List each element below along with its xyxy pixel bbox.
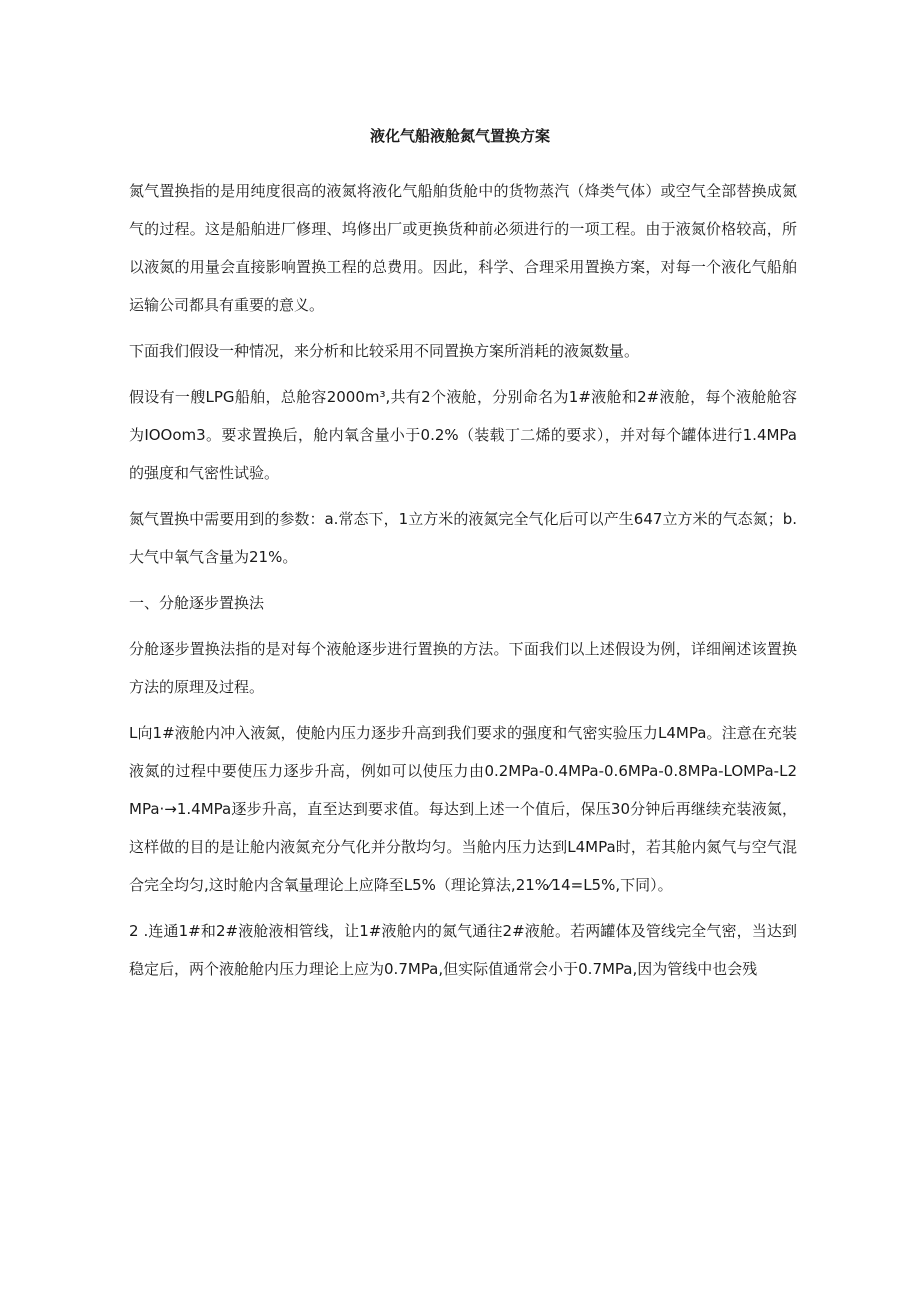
paragraph-intro: 氮气置换指的是用纯度很高的液氮将液化气船舶货舱中的货物蒸汽（烽类气体）或空气全部替换成氮气的过程。这是船舶进厂修理、坞修出厂或更换货种前必须进行的一项工程。由于液氮价格较高，所以液氮的用量会直接影响置换工程的总费用。因此，科学、合理采用置换方案，对每一个液化气船舶运输公司都具有重要的意义。 [129, 182, 797, 314]
paragraph-step-1: L向1#液舱内冲入液氮，使舱内压力逐步升高到我们要求的强度和气密实验压力L4MPa。注意在充装液氮的过程中要使压力逐步升高，例如可以使压力由0.2MPa-0.4MPa-0.6MPa-0.8MPa-LOMPa-L2MPa·→1.4MPa逐步升高，直至达到要求值。每达到上述一个值后，保压30分钟后再继续充装液氮，这样做的目的是让舱内液氮充分气化并分散均匀。当舱内压力达到L4MPa时，若其舱内氮气与空气混合完全均匀,这时舱内含氧量理论上应降至L5%（理论算法,21%⁄14=L5%,下同）。 [129, 724, 797, 894]
paragraph-assumption-lead: 下面我们假设一种情况，来分析和比较采用不同置换方案所消耗的液氮数量。 [129, 342, 640, 360]
document-body [129, 172, 797, 996]
paragraph-method-1-intro: 分舱逐步置换法指的是对每个液舱逐步进行置换的方法。下面我们以上述假设为例，详细阐述该置换方法的原理及过程。 [129, 640, 797, 696]
paragraph-assumption: 假设有一艘LPG船舶，总舱容2000m³,共有2个液舱，分别命名为1#液舱和2#液舱，每个液舱舱容为IOOom3。要求置换后，舱内氧含量小于0.2%（装载丁二烯的要求），并对每个罐体进行1.4MPa的强度和气密性试验。 [129, 388, 797, 482]
section-heading-method-1: 一、分舱逐步置换法 [129, 594, 265, 612]
paragraph-parameters: 氮气置换中需要用到的参数：a.常态下，1立方米的液氮完全气化后可以产生647立方米的气态氮；b.大气中氧气含量为21%。 [129, 510, 797, 566]
paragraph-step-2: 2 .连通1#和2#液舱液相管线，让1#液舱内的氮气通往2#液舱。若两罐体及管线完全气密，当达到稳定后，两个液舱舱内压力理论上应为0.7MPa,但实际值通常会小于0.7MPa,因为管线中也会残 [129, 922, 797, 978]
document-title: 液化气船液舱氮气置换方案 [369, 127, 550, 145]
